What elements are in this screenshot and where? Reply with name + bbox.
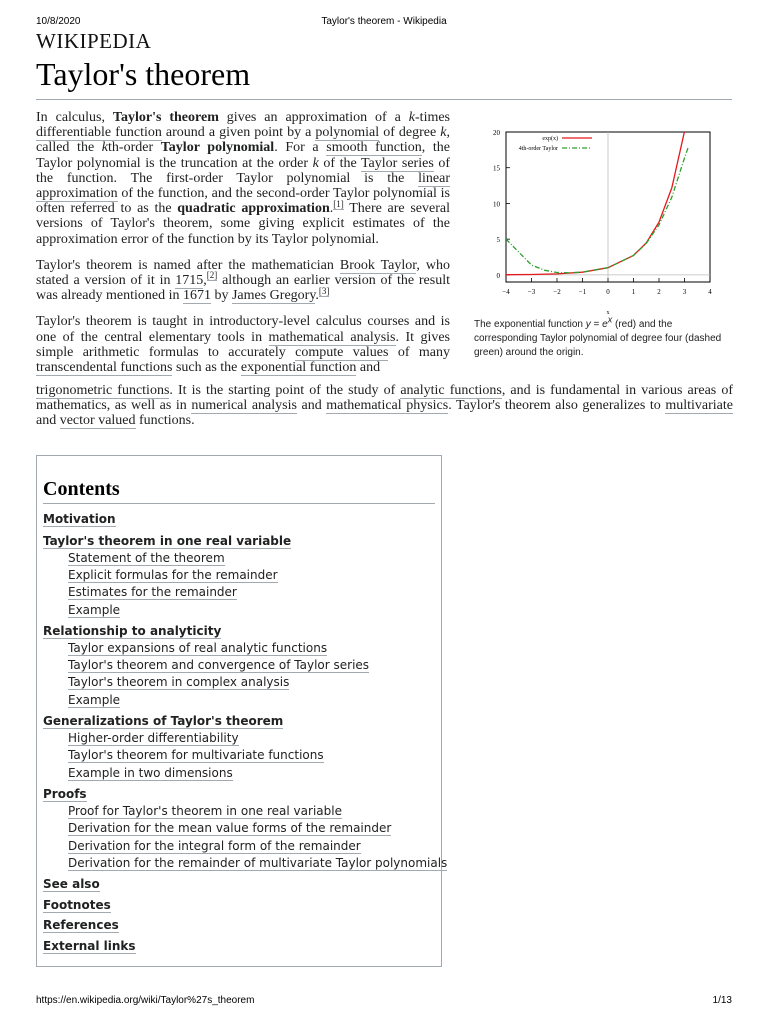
x-axis-label: x	[606, 310, 610, 316]
x-tick-label: −4	[502, 288, 510, 296]
toc-item-label: References	[43, 918, 119, 932]
toc-item-label: Derivation for the mean value forms of the remainder	[68, 821, 392, 835]
wikipedia-wordmark[interactable]	[36, 29, 151, 54]
toc-item-label: Generalizations of Taylor's theorem	[43, 714, 284, 728]
x-tick-label: −1	[578, 288, 587, 296]
toc-item-label: Proofs	[43, 787, 87, 801]
toc-item-label: Taylor's theorem in complex analysis	[68, 675, 290, 689]
toc-item-external-links[interactable]	[43, 939, 136, 953]
toc-item-motivation[interactable]	[43, 512, 116, 526]
print-date: 10/8/2020	[36, 16, 81, 27]
toc-item-explicit-formulas-for-the-remainder[interactable]	[68, 568, 278, 582]
wordmark-text: WIKIPEDIA	[36, 29, 152, 53]
page-title: Taylor's theorem	[36, 56, 251, 92]
toc-item-example[interactable]	[68, 693, 120, 707]
x-tick-label: 3	[682, 288, 687, 296]
intro-text	[36, 110, 450, 386]
link-analytic-functions[interactable]: analytic functions	[400, 383, 502, 398]
toc-item-taylor-s-theorem-and-convergence-of-taylor-series[interactable]	[68, 658, 369, 672]
toc-item-label: Example	[68, 693, 121, 707]
x-tick-label: −3	[527, 288, 536, 296]
toc-item-label: Example in two dimensions	[68, 766, 233, 780]
toc-item-label: See also	[43, 877, 100, 891]
x-tick-label: 2	[657, 288, 661, 296]
citation-3[interactable]: [3]	[318, 285, 330, 296]
link-compute-values[interactable]: compute values	[295, 344, 389, 360]
x-tick-label: 1	[631, 288, 636, 296]
toc-item-label: Higher-order differentiability	[68, 731, 239, 745]
y-tick-label: 5	[496, 236, 500, 245]
link-multivariate[interactable]: multivariate	[665, 398, 733, 414]
link-differentiable-function[interactable]: differentiable function	[36, 125, 162, 141]
toc-item-relationship-to-analyticity[interactable]	[43, 624, 221, 638]
print-page-number: 1/13	[712, 995, 732, 1006]
legend-label: 4th-order Taylor	[518, 146, 558, 152]
toc-item-taylor-s-theorem-for-multivariate-functions[interactable]	[68, 748, 324, 762]
toc-item-label: Relationship to analyticity	[43, 624, 222, 638]
x-tick-label: 0	[606, 288, 610, 296]
toc-item-derivation-for-the-remainder-of-multivariate-taylor-polynomials[interactable]	[68, 856, 447, 870]
toc-item-label: Motivation	[43, 512, 116, 526]
toc-item-label: Taylor's theorem for multivariate functions	[68, 748, 324, 762]
toc-title: Contents	[43, 478, 435, 504]
citation-2[interactable]: [2]	[206, 270, 218, 281]
x-tick-label: −2	[553, 288, 561, 296]
print-title: Taylor's theorem - Wikipedia	[321, 16, 447, 27]
toc-item-taylor-s-theorem-in-complex-analysis[interactable]	[68, 675, 289, 689]
intro-paragraph-3: Taylor's theorem is taught in introductory-level calculus courses and is one of the central elementary tools in mathematical analysis. It gives simple arithmetic formulas to accurately compute values of many transcendental functions such as the exponential function and	[36, 314, 451, 376]
intro-paragraph-1: In calculus, Taylor's theorem gives an approximation of a k-times differentiable function around a given point by a polynomial of degree k, called the kth-order Taylor polynomial. For a smooth function, the Taylor polynomial is the truncation at the order k of the Taylor series of the function. The first-order Taylor polynomial is the linear approximation of the function, and the second-order Taylor polynomial is often referred to as the quadratic approximation.[1] There are several versions of Taylor's theorem, some giving explicit estimates of the approximation error of the function by its Taylor polynomial.	[36, 110, 451, 247]
toc-item-generalizations-of-taylor-s-theorem[interactable]	[43, 714, 283, 728]
intro-paragraph-3-continued: trigonometric functions. It is the starting point of the study of analytic functions, and is fundamental in various areas of mathematics, as well as in numerical analysis and mathematical physics. Taylor's theorem also generalizes to multivariate and vector valued functions.	[36, 383, 734, 429]
link-vector-valued[interactable]: vector valued	[59, 413, 136, 429]
toc-item-label: Footnotes	[43, 898, 111, 912]
print-url: https://en.wikipedia.org/wiki/Taylor%27s_theorem	[36, 995, 255, 1006]
legend-label: exp(x)	[542, 136, 558, 142]
toc-item-proofs[interactable]	[43, 787, 87, 801]
toc-item-label: Explicit formulas for the remainder	[68, 568, 278, 582]
y-tick-label: 10	[493, 200, 500, 209]
toc-item-label: Statement of the theorem	[68, 551, 225, 565]
toc-item-proof-for-taylor-s-theorem-in-one-real-variable[interactable]	[68, 804, 342, 818]
title-divider	[36, 99, 732, 100]
toc-item-statement-of-the-theorem[interactable]	[68, 551, 225, 565]
link-taylor-series[interactable]: Taylor series	[360, 155, 434, 171]
toc-item-example-in-two-dimensions[interactable]	[68, 766, 233, 780]
series-line-0	[506, 131, 685, 274]
toc-item-footnotes[interactable]	[43, 898, 111, 912]
toc-item-label: Taylor's theorem in one real variable	[43, 534, 292, 548]
y-tick-label: 0	[496, 271, 500, 280]
link-smooth-function[interactable]: smooth function	[326, 140, 422, 156]
toc-item-label: Proof for Taylor's theorem in one real variable	[68, 804, 342, 818]
taylor-chart[interactable]	[474, 124, 724, 314]
toc-item-label: Taylor's theorem and convergence of Taylor series	[68, 658, 370, 672]
link-linear-approximation[interactable]: linear approximation	[36, 170, 450, 202]
x-tick-label: 4	[708, 288, 712, 296]
link-exponential-function[interactable]: exponential function	[240, 360, 357, 376]
link-james-gregory[interactable]: James Gregory	[231, 288, 316, 304]
link-polynomial[interactable]: polynomial	[315, 125, 380, 141]
toc-item-derivation-for-the-integral-form-of-the-remainder[interactable]	[68, 839, 361, 853]
figure-exponential	[474, 124, 724, 360]
toc-item-label: Example	[68, 603, 121, 617]
table-of-contents	[36, 455, 448, 967]
toc-item-taylor-expansions-of-real-analytic-functions[interactable]	[68, 641, 327, 655]
series-line-1	[506, 147, 688, 273]
link-numerical-analysis[interactable]: numerical analysis	[191, 398, 297, 414]
link-1671[interactable]: 1671	[182, 288, 211, 304]
link-transcendental-functions[interactable]: transcendental functions	[36, 360, 173, 376]
toc-item-taylor-s-theorem-in-one-real-variable[interactable]	[43, 534, 291, 548]
link-mathematical-analysis[interactable]: mathematical analysis	[268, 329, 396, 345]
toc-item-estimates-for-the-remainder[interactable]	[68, 585, 237, 599]
toc-item-example[interactable]	[68, 603, 120, 617]
link-1715[interactable]: 1715	[175, 273, 204, 289]
toc-item-label: External links	[43, 939, 136, 953]
link-trigonometric-functions[interactable]: trigonometric functions	[36, 383, 170, 398]
toc-item-references[interactable]	[43, 918, 119, 932]
toc-item-label: Taylor expansions of real analytic functions	[68, 641, 328, 655]
toc-item-label: Estimates for the remainder	[68, 585, 237, 599]
link-mathematical-physics[interactable]: mathematical physics	[326, 398, 449, 414]
intro-paragraph-2: Taylor's theorem is named after the mathematician Brook Taylor, who stated a version of it in 1715,[2] although an earlier version of the result was already mentioned in 1671 by James Gregory.[3]	[36, 257, 450, 304]
link-brook-taylor[interactable]: Brook Taylor	[339, 257, 417, 273]
toc-item-label: Derivation for the remainder of multivariate Taylor polynomials	[68, 856, 448, 870]
toc-item-see-also[interactable]	[43, 877, 100, 891]
toc-item-higher-order-differentiability[interactable]	[68, 731, 239, 745]
y-tick-label: 20	[493, 129, 500, 137]
figure-caption: The exponential function $y = e^x$ (red) and the corresponding Taylor polynomial of degree four (dashed green) around the origin.	[474, 314, 722, 358]
citation-1[interactable]: [1]	[333, 198, 344, 209]
toc-item-derivation-for-the-mean-value-forms-of-the-remainder[interactable]	[68, 821, 391, 835]
toc-item-label: Derivation for the integral form of the remainder	[68, 839, 361, 853]
y-tick-label: 15	[493, 164, 500, 173]
